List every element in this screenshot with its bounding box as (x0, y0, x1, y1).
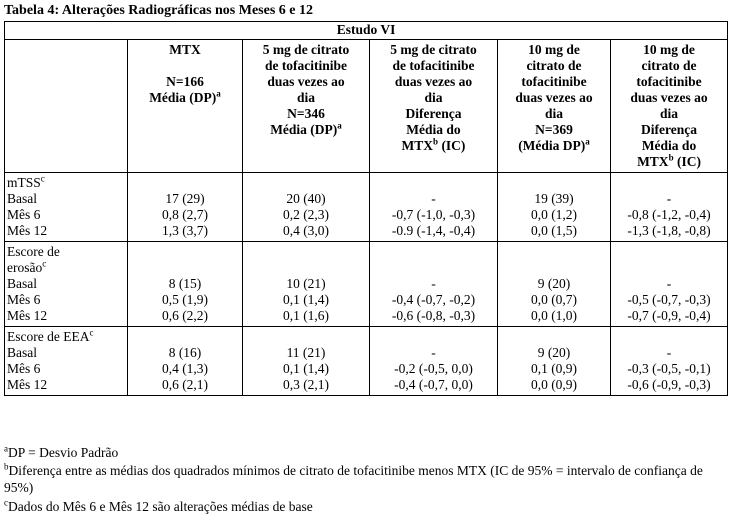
col-header-line: 10 mg de (528, 42, 580, 57)
cell-value: 0,2 (2,3) (282, 207, 330, 222)
footnote-mark: b (668, 152, 674, 163)
cell-value: -0,6 (-0,9, -0,3) (627, 377, 711, 392)
footnote-mark: c (4, 497, 8, 508)
cell-value: 0,0 (0,7) (530, 292, 578, 307)
col-header-5mg (243, 40, 370, 173)
row-label: Mês 6 (7, 361, 41, 376)
col-mtx-values (128, 242, 243, 327)
cell-value: -0,2 (-0,5, 0,0) (394, 361, 473, 376)
radiographic-table (4, 21, 728, 396)
footnote-c (4, 498, 727, 515)
footnote-mark: c (42, 258, 47, 269)
block-jsn (5, 327, 728, 396)
col-header-line: (IC) (438, 138, 466, 153)
cell-value: 0,6 (2,2) (161, 308, 209, 323)
col-header-line: duas vezes ao (630, 90, 708, 105)
cell-value: 0,3 (2,1) (282, 377, 330, 392)
col-header-line: Média do (406, 122, 461, 137)
col-header-line: (IC) (673, 154, 701, 169)
col-header-line: duas vezes ao (515, 90, 593, 105)
footnote-mark: a (216, 88, 221, 99)
cell-value: -0,7 (-0,9, -0,4) (627, 308, 711, 323)
col-header-line: de tofacitinibe (392, 58, 475, 73)
col-header-line: dia (296, 90, 315, 105)
cell-value: 0,8 (2,7) (161, 207, 209, 222)
block-heading: Escore de EEA (7, 329, 90, 344)
footnote-mark: a (585, 136, 590, 147)
cell-value: -1,3 (-1,8, -0,8) (627, 223, 711, 238)
col-header-10mg-diff (611, 40, 728, 173)
cell-value: - (431, 276, 436, 291)
col-header-line: N=166 (166, 74, 204, 89)
col-header-line: Média (DP) (149, 90, 217, 105)
col-header-line: Média do (641, 138, 697, 153)
cell-value: -0,5 (-0,7, -0,3) (627, 292, 711, 307)
footnote-mark: c (40, 173, 45, 184)
cell-value: 11 (21) (286, 345, 326, 360)
row-label: Mês 6 (7, 207, 41, 222)
cell-value: 0,0 (1,0) (530, 308, 578, 323)
footnote-text: DP = Desvio Padrão (8, 445, 119, 460)
study-name: Estudo VI (5, 22, 728, 40)
col-header-line: MTX (637, 154, 669, 169)
row-labels (5, 173, 128, 242)
footnote-mark: a (4, 443, 8, 454)
cell-value: 0,4 (3,0) (282, 223, 330, 238)
cell-value: - (666, 345, 672, 360)
col-mtx-values (128, 173, 243, 242)
cell-value: 0,6 (2,1) (161, 377, 209, 392)
cell-value: 0,5 (1,9) (161, 292, 209, 307)
cell-value: 9 (20) (537, 345, 571, 360)
col-10mg-diff-values (611, 327, 728, 396)
cell-value: 0,1 (1,6) (282, 308, 330, 323)
block-erosion (5, 242, 728, 327)
header-empty-cell (5, 40, 128, 173)
cell-value: - (431, 345, 436, 360)
col-header-line: de tofacitinibe (264, 58, 348, 73)
col-header-line: (Média DP) (518, 138, 586, 153)
cell-value: -0,6 (-0,8, -0,3) (391, 308, 476, 323)
study-header-row (5, 22, 728, 40)
col-header-line: Diferença (405, 106, 462, 121)
col-10mg-diff-values (611, 173, 728, 242)
col-mtx-values (128, 327, 243, 396)
cell-value: 0,1 (1,4) (282, 292, 330, 307)
col-header-line: N=369 (535, 122, 573, 137)
cell-value: 8 (15) (168, 276, 202, 291)
cell-value: 19 (39) (534, 191, 574, 206)
cell-value: -0,4 (-0,7, 0,0) (394, 377, 473, 392)
cell-value: 0,0 (0,9) (530, 377, 578, 392)
col-header-line: Diferença (641, 122, 697, 137)
cell-value: - (666, 276, 672, 291)
col-header-line: dia (660, 106, 679, 121)
table-title: Tabela 4: Alterações Radiográficas nos Meses 6 e 12 (4, 3, 313, 18)
row-labels (5, 242, 128, 327)
cell-value: 0,4 (1,3) (161, 361, 209, 376)
footnote-mark: b (433, 136, 439, 147)
col-5mg-diff-values (370, 242, 498, 327)
row-label: Mês 12 (7, 308, 48, 323)
cell-value: - (431, 191, 436, 206)
block-heading: Escore de (7, 244, 60, 259)
col-header-line: 5 mg de citrato (390, 42, 477, 57)
cell-value: 17 (29) (165, 191, 205, 206)
footnote-a (4, 444, 727, 461)
footnote-text: Dados do Mês 6 e Mês 12 são alterações médias de base (8, 499, 313, 514)
col-5mg-diff-values (370, 327, 498, 396)
col-5mg-values (243, 327, 370, 396)
block-heading: erosão (7, 260, 43, 275)
cell-value: 1,3 (3,7) (161, 223, 209, 238)
col-header-5mg-diff (370, 40, 498, 173)
footnote-mark: b (4, 461, 9, 472)
col-header-mtx (128, 40, 243, 173)
cell-value: -0.9 (-1,4, -0,4) (391, 223, 476, 238)
footnote-mark: a (337, 120, 342, 131)
cell-value: 20 (40) (286, 191, 326, 206)
col-10mg-diff-values (611, 242, 728, 327)
col-header-line: N=346 (287, 106, 325, 121)
col-header-line: tofacitinibe (636, 74, 702, 89)
col-5mg-values (243, 242, 370, 327)
cell-value: -0,8 (-1,2, -0,4) (627, 207, 711, 222)
column-header-row (5, 40, 728, 173)
cell-value: -0,4 (-0,7, -0,2) (391, 292, 476, 307)
cell-value: -0,3 (-0,5, -0,1) (627, 361, 711, 376)
col-header-line: MTX (169, 42, 201, 57)
block-heading: mTSS (7, 175, 41, 190)
col-header-10mg (498, 40, 611, 173)
row-label: Mês 12 (7, 377, 48, 392)
col-10mg-values (498, 173, 611, 242)
row-label: Mês 6 (7, 292, 41, 307)
row-label: Mês 12 (7, 223, 48, 238)
footnote-mark: c (89, 327, 94, 338)
row-labels (5, 327, 128, 396)
col-header-line: citrato de (641, 58, 697, 73)
col-5mg-diff-values (370, 173, 498, 242)
cell-value: 0,1 (0,9) (530, 361, 578, 376)
col-header-line: dia (544, 106, 563, 121)
row-label: Basal (7, 191, 37, 206)
col-header-line: dia (424, 90, 443, 105)
footnote-text: Diferença entre as médias dos quadrados mínimos de citrato de tofacitinibe menos MTX (IC de 95% = intervalo de confiança de 95%) (4, 463, 703, 495)
col-header-line: tofacitinibe (521, 74, 587, 89)
col-header-line: Média (DP) (270, 122, 338, 137)
col-header-line: 10 mg de (643, 42, 695, 57)
col-header-line: duas vezes ao (267, 74, 345, 89)
col-header-line: citrato de (526, 58, 582, 73)
cell-value: 9 (20) (537, 276, 571, 291)
cell-value: - (666, 191, 672, 206)
cell-value: 8 (16) (168, 345, 202, 360)
col-10mg-values (498, 242, 611, 327)
row-label: Basal (7, 345, 37, 360)
cell-value: 0,0 (1,2) (530, 207, 578, 222)
cell-value: 0,1 (1,4) (282, 361, 330, 376)
row-label: Basal (7, 276, 37, 291)
col-header-line: MTX (401, 138, 434, 153)
cell-value: -0,7 (-1,0, -0,3) (391, 207, 476, 222)
cell-value: 0,0 (1,5) (530, 223, 578, 238)
col-header-line: duas vezes ao (394, 74, 473, 89)
block-mtss (5, 173, 728, 242)
footnote-b (4, 462, 727, 496)
col-5mg-values (243, 173, 370, 242)
cell-value: 10 (21) (286, 276, 326, 291)
col-header-line: 5 mg de citrato (262, 42, 350, 57)
col-10mg-values (498, 327, 611, 396)
